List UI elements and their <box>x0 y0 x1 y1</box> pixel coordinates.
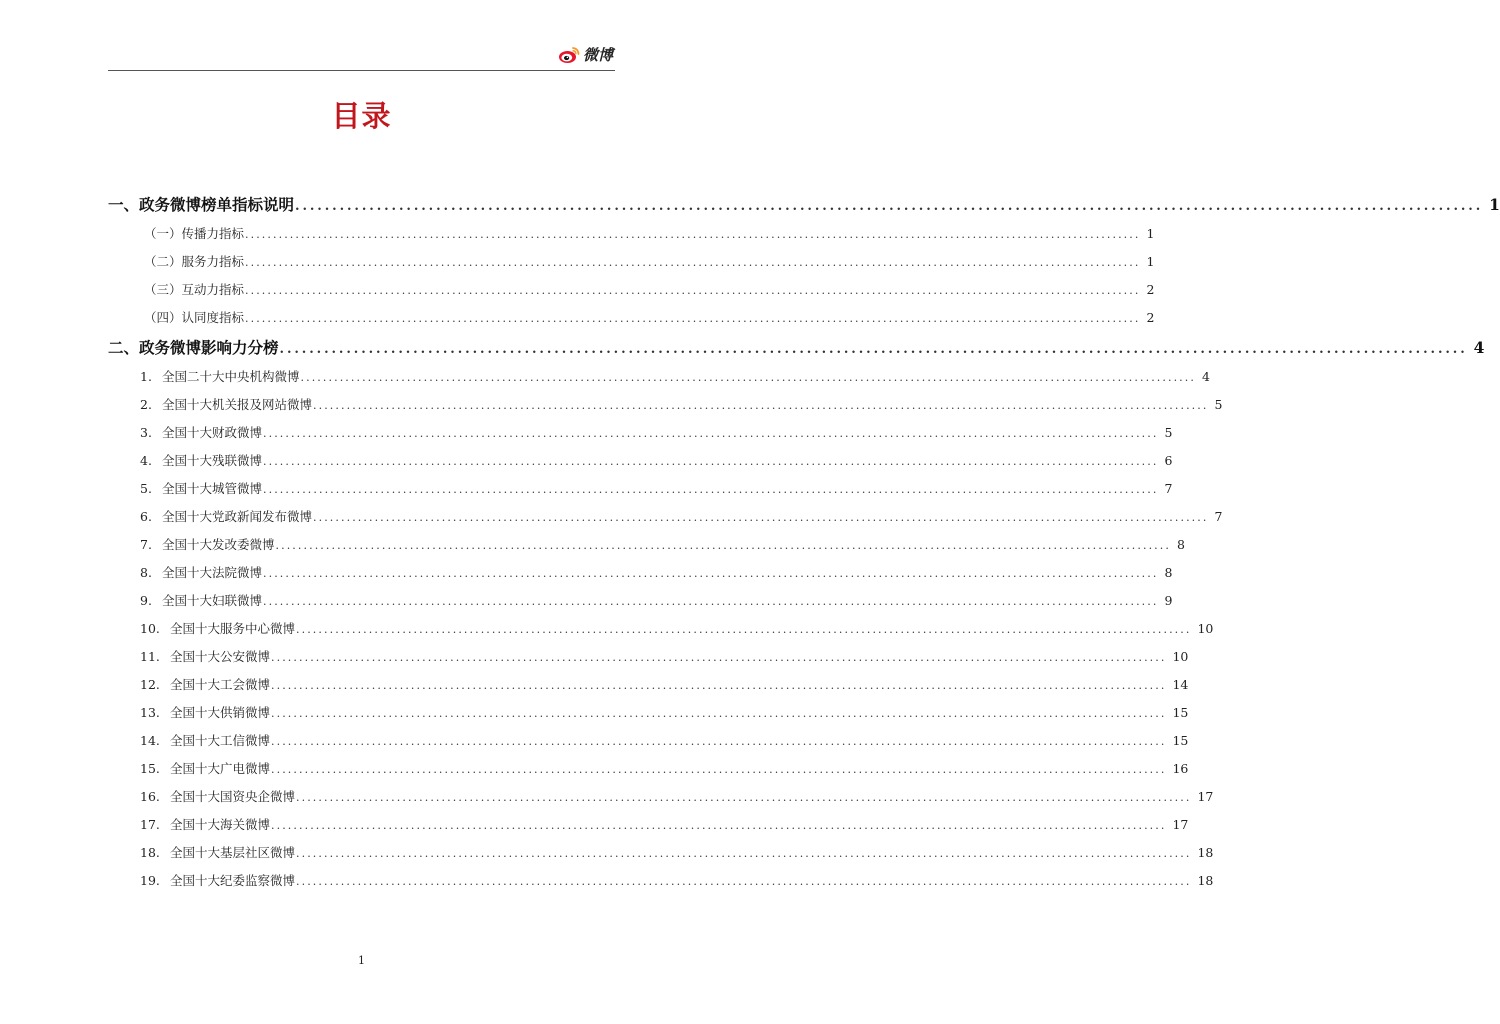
toc-page-number: 2 <box>1146 282 1155 297</box>
logo-text: 微博 <box>582 46 613 64</box>
toc-list-item[interactable] <box>108 871 1214 899</box>
toc-page-number: 1 <box>1146 226 1155 241</box>
toc-page-number: 17 <box>1172 817 1189 832</box>
toc-page-number: 5 <box>1164 425 1173 440</box>
toc-entry-number: 14. <box>140 733 160 748</box>
toc-page-number: 4 <box>1473 338 1485 357</box>
toc-entry-text: 全国十大国资央企微博 <box>170 789 296 804</box>
toc-entry-text: 全国十大妇联微博 <box>162 593 263 608</box>
toc-list-item[interactable] <box>108 787 1214 815</box>
toc-page-number: 4 <box>1201 369 1210 384</box>
toc-leader: ................................................................................................................................................................ <box>263 483 1159 496</box>
toc-leader: ................................................................................................................................................................ <box>271 763 1167 776</box>
toc-entry-label <box>140 703 271 721</box>
toc-entry-label <box>140 843 296 861</box>
toc-leader: ................................................................................................................................................................ <box>271 651 1167 664</box>
toc-entry-text: 全国十大发改委微博 <box>162 537 275 552</box>
toc-leader: ................................................................................................................................................................ <box>296 791 1192 804</box>
toc-list-item[interactable] <box>108 815 1189 843</box>
toc-entry-text: 全国十大城管微博 <box>162 481 263 496</box>
weibo-logo <box>558 44 613 65</box>
toc-list-item[interactable] <box>108 507 1223 535</box>
toc-entry-number: 8. <box>140 565 152 580</box>
toc-entry-number: 4. <box>140 453 152 468</box>
toc-page-number: 15 <box>1172 705 1189 720</box>
toc-leader: ................................................................................................................................................................ <box>313 511 1209 524</box>
toc-section-label: 二、政务微博影响力分榜 <box>108 338 279 357</box>
toc-entry-label <box>140 451 263 469</box>
toc-leader: ................................................................................................................................................................ <box>263 427 1159 440</box>
toc-leader: ................................................................................................................................................................ <box>296 623 1192 636</box>
toc-entry-text: 全国十大纪委监察微博 <box>170 873 296 888</box>
toc-list-item[interactable] <box>108 591 1173 619</box>
toc-leader: ................................................................................................................................................................ <box>245 228 1141 241</box>
toc-entry-label <box>140 647 271 665</box>
toc-subsection[interactable] <box>108 280 1155 308</box>
toc-entry-number: 11. <box>140 649 160 664</box>
toc-entry-text: 全国十大党政新闻发布微博 <box>162 509 313 524</box>
toc-leader: ................................................................................................................................................................ <box>275 539 1171 552</box>
toc-page-number: 18 <box>1197 845 1214 860</box>
toc-entry-text: 全国十大财政微博 <box>162 425 263 440</box>
toc-leader: ................................................................................................................................................................ <box>296 847 1192 860</box>
toc-page-number: 7 <box>1164 481 1173 496</box>
toc-entry-number: 3. <box>140 425 152 440</box>
toc-entry-number: 9. <box>140 593 152 608</box>
toc-section-1[interactable] <box>108 193 1500 224</box>
toc-page-number: 8 <box>1176 537 1185 552</box>
toc-entry-label <box>140 395 313 413</box>
toc-entry-number: 7. <box>140 537 152 552</box>
toc-entry-text: 全国十大基层社区微博 <box>170 845 296 860</box>
toc-subsection[interactable] <box>108 224 1155 252</box>
toc-page-number: 16 <box>1172 761 1189 776</box>
toc-page-number: 1 <box>1489 195 1500 214</box>
toc-entry-text: 全国十大海关微博 <box>170 817 271 832</box>
toc-section-label: 一、政务微博榜单指标说明 <box>108 195 295 214</box>
table-of-contents <box>108 193 1500 899</box>
toc-entry-label <box>140 507 313 525</box>
toc-list-item[interactable] <box>108 675 1189 703</box>
toc-entry-number: 6. <box>140 509 152 524</box>
toc-leader: ................................................................................................................................................................ <box>296 875 1192 888</box>
toc-entry-label <box>140 871 296 889</box>
toc-entry-label: （三）互动力指标 <box>144 282 245 297</box>
toc-entry-label <box>140 619 296 637</box>
toc-section-2[interactable] <box>108 336 1485 367</box>
toc-list-item[interactable] <box>108 759 1189 787</box>
toc-leader: ................................................................................................................................................................ <box>271 819 1167 832</box>
toc-page-number: 17 <box>1197 789 1214 804</box>
toc-entry-label <box>140 563 263 581</box>
toc-page-number: 5 <box>1214 397 1223 412</box>
toc-page-number: 15 <box>1172 733 1189 748</box>
toc-entry-number: 15. <box>140 761 160 776</box>
toc-list-item[interactable] <box>108 731 1189 759</box>
toc-entry-label: （二）服务力指标 <box>144 254 245 269</box>
page-title: 目录 <box>331 99 392 133</box>
weibo-eye-icon <box>558 46 580 64</box>
toc-entry-text: 全国十大服务中心微博 <box>170 621 296 636</box>
toc-leader: ................................................................................................................................................................ <box>313 399 1209 412</box>
toc-list-item[interactable] <box>108 395 1223 423</box>
toc-page-number: 8 <box>1164 565 1173 580</box>
page-number: 1 <box>358 954 365 967</box>
toc-entry-text: 全国十大供销微博 <box>170 705 271 720</box>
toc-entry-text: 全国十大法院微博 <box>162 565 263 580</box>
toc-list-item[interactable] <box>108 535 1185 563</box>
toc-leader: ................................................................................................................................................................ <box>300 371 1196 384</box>
toc-leader: ................................................................................................................................................................ <box>271 707 1167 720</box>
toc-entry-number: 16. <box>140 789 160 804</box>
toc-subsection[interactable] <box>108 252 1155 280</box>
toc-entry-text: 全国十大工会微博 <box>170 677 271 692</box>
toc-entry-text: 全国十大广电微博 <box>170 761 271 776</box>
toc-entry-text: 全国十大公安微博 <box>170 649 271 664</box>
toc-entry-text: 全国十大机关报及网站微博 <box>162 397 313 412</box>
toc-list-item[interactable] <box>108 423 1173 451</box>
toc-entry-label <box>140 479 263 497</box>
toc-list-item[interactable] <box>108 479 1173 507</box>
toc-leader: ................................................................................................................................................................ <box>245 312 1141 325</box>
toc-entry-label <box>140 591 263 609</box>
toc-subsection[interactable] <box>108 308 1155 336</box>
toc-page-number: 7 <box>1214 509 1223 524</box>
toc-list-item[interactable] <box>108 647 1189 675</box>
toc-leader: ................................................................................................................................................................ <box>245 256 1141 269</box>
toc-entry-number: 1. <box>140 369 152 384</box>
toc-page-number: 1 <box>1146 254 1155 269</box>
toc-leader: ................................................................................................................................................................ <box>245 284 1141 297</box>
toc-list-item[interactable] <box>108 563 1173 591</box>
toc-entry-label <box>140 815 271 833</box>
header-divider <box>108 70 615 71</box>
toc-leader: ................................................................................................................................................................ <box>271 679 1167 692</box>
toc-entry-number: 18. <box>140 845 160 860</box>
toc-entry-label <box>140 367 301 385</box>
toc-entry-label <box>140 675 271 693</box>
toc-entry-text: 全国二十大中央机构微博 <box>162 369 300 384</box>
toc-page-number: 6 <box>1164 453 1173 468</box>
toc-entry-number: 13. <box>140 705 160 720</box>
toc-entry-number: 10. <box>140 621 160 636</box>
toc-entry-number: 5. <box>140 481 152 496</box>
toc-leader: ................................................................................................................................................................ <box>263 595 1159 608</box>
toc-page-number: 10 <box>1197 621 1214 636</box>
toc-entry-label: （四）认同度指标 <box>144 310 245 325</box>
toc-entry-label <box>140 787 296 805</box>
toc-entry-label <box>140 423 263 441</box>
toc-entry-number: 17. <box>140 817 160 832</box>
toc-leader: ................................................................................................................................................................ <box>279 342 1468 357</box>
toc-page-number: 2 <box>1146 310 1155 325</box>
toc-entry-text: 全国十大残联微博 <box>162 453 263 468</box>
toc-list-item[interactable] <box>108 367 1210 395</box>
toc-page-number: 14 <box>1172 677 1189 692</box>
toc-list-item[interactable] <box>108 703 1189 731</box>
toc-leader: ................................................................................................................................................................ <box>295 199 1484 214</box>
toc-page-number: 9 <box>1164 593 1173 608</box>
toc-page-number: 10 <box>1172 649 1189 664</box>
toc-list-item[interactable] <box>108 619 1214 647</box>
toc-leader: ................................................................................................................................................................ <box>271 735 1167 748</box>
toc-entry-number: 2. <box>140 397 152 412</box>
toc-list-item[interactable] <box>108 451 1173 479</box>
toc-leader: ................................................................................................................................................................ <box>263 567 1159 580</box>
toc-entry-number: 19. <box>140 873 160 888</box>
toc-entry-label <box>140 731 271 749</box>
toc-page-number: 18 <box>1197 873 1214 888</box>
toc-entry-label <box>140 759 271 777</box>
toc-entry-number: 12. <box>140 677 160 692</box>
toc-entry-label <box>140 535 276 553</box>
toc-entry-text: 全国十大工信微博 <box>170 733 271 748</box>
toc-list-item[interactable] <box>108 843 1214 871</box>
toc-entry-label: （一）传播力指标 <box>144 226 245 241</box>
toc-leader: ................................................................................................................................................................ <box>263 455 1159 468</box>
